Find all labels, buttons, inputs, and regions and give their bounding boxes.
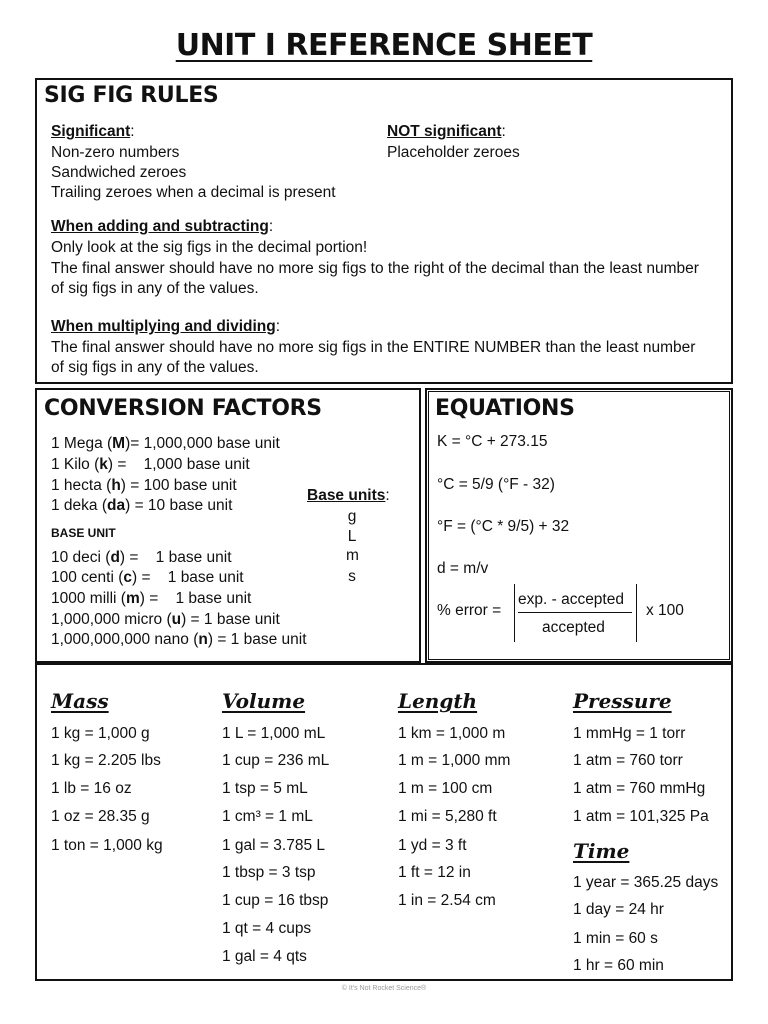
multiplying-rule: The final answer should have no more sig figs in the ENTIRE NUMBER than the least number of sig figs in any of the values. <box>51 339 696 376</box>
volume-item: 1 gal = 4 qts <box>222 948 307 965</box>
significant-item: Trailing zeroes when a decimal is present <box>51 184 336 201</box>
volume-item: 1 tsp = 5 mL <box>222 780 308 797</box>
sig-fig-rules-header: SIG FIG RULES <box>44 83 219 108</box>
copyright-footer: © It's Not Rocket Science® <box>341 985 427 992</box>
pressure-item: 1 atm = 101,325 Pa <box>573 808 709 825</box>
pressure-item: 1 atm = 760 torr <box>573 752 683 769</box>
adding-label: When adding and subtracting <box>51 218 269 235</box>
adding-heading: When adding and subtracting: <box>51 218 274 235</box>
equations-header: EQUATIONS <box>435 396 575 421</box>
length-item: 1 m = 100 cm <box>398 780 493 797</box>
page-title <box>0 28 768 63</box>
density-equation: d = m/v <box>437 560 489 577</box>
not-significant-label: NOT significant <box>387 123 502 140</box>
mass-item: 1 kg = 2.205 lbs <box>51 752 161 769</box>
length-item: 1 m = 1,000 mm <box>398 752 511 769</box>
adding-rule-line1: Only look at the sig figs in the decimal portion! <box>51 239 368 256</box>
error-numerator: exp. - accepted <box>518 591 624 608</box>
length-item: 1 yd = 3 ft <box>398 837 467 854</box>
base-unit-item: s <box>348 568 356 585</box>
significant-label: Significant <box>51 123 131 140</box>
abs-bar-left <box>514 584 515 642</box>
volume-header: Volume <box>222 689 306 713</box>
volume-item: 1 tbsp = 3 tsp <box>222 864 316 881</box>
prefix-row: 1 Kilo (k) = 1,000 base unit <box>51 456 250 473</box>
pressure-item: 1 mmHg = 1 torr <box>573 725 686 742</box>
mass-item: 1 ton = 1,000 kg <box>51 837 163 854</box>
time-item: 1 hr = 60 min <box>573 957 664 974</box>
mass-header: Mass <box>51 689 109 713</box>
kelvin-equation: K = °C + 273.15 <box>437 433 548 450</box>
percent-error-label: % error = <box>437 602 502 619</box>
time-item: 1 day = 24 hr <box>573 901 664 918</box>
significant-heading: Significant: <box>51 123 135 140</box>
time-item: 1 year = 365.25 days <box>573 874 719 891</box>
page-title-text: UNIT I REFERENCE SHEET <box>175 28 593 63</box>
volume-item: 1 cup = 236 mL <box>222 752 330 769</box>
pressure-header: Pressure <box>573 689 672 713</box>
length-item: 1 ft = 12 in <box>398 864 471 881</box>
not-significant-heading: NOT significant: <box>387 123 506 140</box>
length-item: 1 km = 1,000 m <box>398 725 506 742</box>
mass-item: 1 lb = 16 oz <box>51 780 132 797</box>
time-item: 1 min = 60 s <box>573 930 658 947</box>
base-units-label: Base units <box>307 487 386 504</box>
pressure-item: 1 atm = 760 mmHg <box>573 780 706 797</box>
length-header: Length <box>398 689 478 713</box>
length-item: 1 mi = 5,280 ft <box>398 808 497 825</box>
prefix-row: 100 centi (c) = 1 base unit <box>51 569 244 586</box>
base-units-heading: Base units: <box>307 487 390 504</box>
abs-bar-right <box>636 584 637 642</box>
volume-item: 1 L = 1,000 mL <box>222 725 326 742</box>
base-unit-item: g <box>347 508 357 525</box>
multiplying-heading: When multiplying and dividing: <box>51 318 281 335</box>
volume-item: 1 qt = 4 cups <box>222 920 312 937</box>
mass-item: 1 oz = 28.35 g <box>51 808 150 825</box>
length-item: 1 in = 2.54 cm <box>398 892 496 909</box>
volume-item: 1 cm³ = 1 mL <box>222 808 313 825</box>
base-unit-item: m <box>346 547 359 564</box>
prefix-row: 1 deka (da) = 10 base unit <box>51 497 233 514</box>
prefix-row: 10 deci (d) = 1 base unit <box>51 549 232 566</box>
volume-item: 1 gal = 3.785 L <box>222 837 325 854</box>
volume-item: 1 cup = 16 tbsp <box>222 892 329 909</box>
celsius-equation: °C = 5/9 (°F - 32) <box>437 476 555 493</box>
prefix-row: 1000 milli (m) = 1 base unit <box>51 590 252 607</box>
conversion-factors-header: CONVERSION FACTORS <box>44 396 322 421</box>
time-header: Time <box>573 839 630 863</box>
base-unit-label: BASE UNIT <box>51 526 116 540</box>
error-denominator: accepted <box>542 619 605 636</box>
prefix-row: 1 hecta (h) = 100 base unit <box>51 477 237 494</box>
mass-item: 1 kg = 1,000 g <box>51 725 150 742</box>
error-times: x 100 <box>646 602 684 619</box>
base-unit-item: L <box>347 528 357 545</box>
significant-item: Non-zero numbers <box>51 144 180 161</box>
prefix-row: 1 Mega (M)= 1,000,000 base unit <box>51 435 280 452</box>
not-significant-item: Placeholder zeroes <box>387 144 520 161</box>
adding-rule-line2: The final answer should have no more sig figs to the right of the decimal than the least number of sig figs in any of the values. <box>51 260 699 297</box>
prefix-row: 1,000,000 micro (u) = 1 base unit <box>51 611 280 628</box>
prefix-row: 1,000,000,000 nano (n) = 1 base unit <box>51 631 307 648</box>
multiplying-label: When multiplying and dividing <box>51 318 276 335</box>
significant-item: Sandwiched zeroes <box>51 164 187 181</box>
fraction-bar <box>518 612 632 613</box>
fahrenheit-equation: °F = (°C * 9/5) + 32 <box>437 518 570 535</box>
